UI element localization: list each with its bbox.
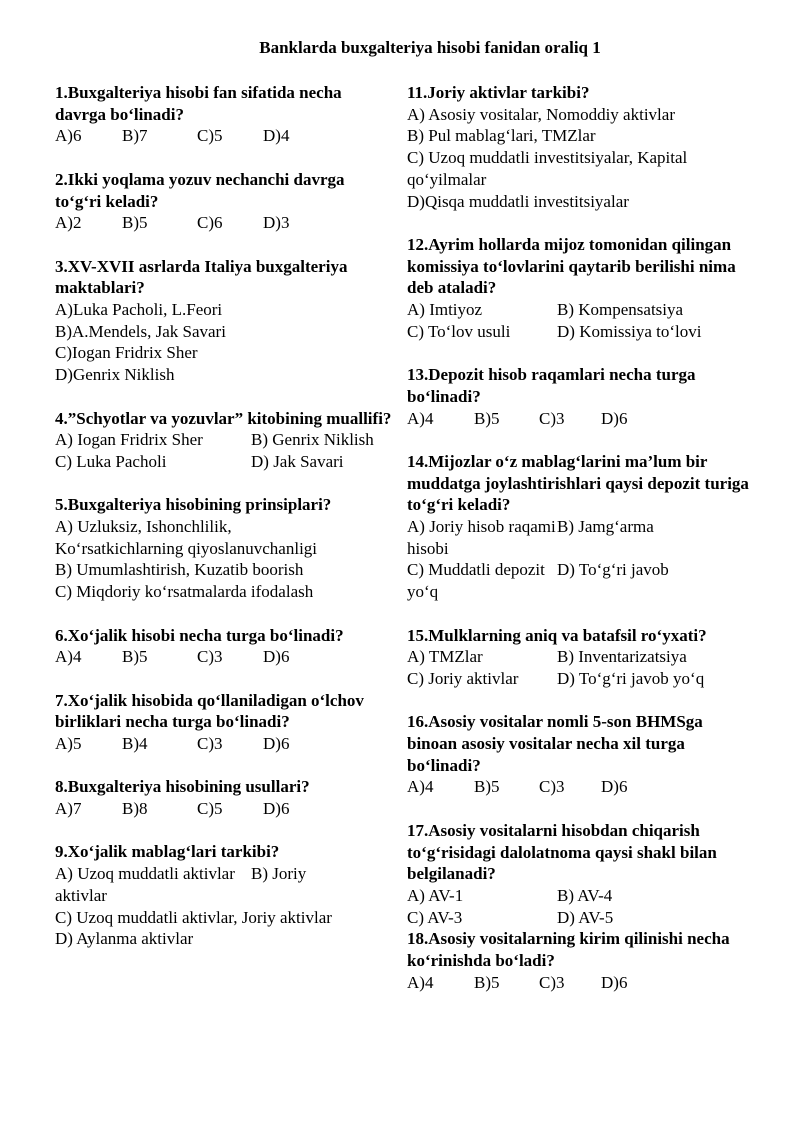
- answer-line: [407, 104, 757, 126]
- answer-line: [407, 646, 757, 668]
- answer-option: D) Aylanma aktivlar: [55, 929, 194, 949]
- answer-option: A) AV-1: [407, 885, 464, 905]
- question-text: 5.Buxgalteriya hisobining prinsiplari?: [55, 495, 332, 515]
- answer-line: [407, 191, 757, 213]
- answer-line: [407, 321, 757, 343]
- answer-option: D)4: [263, 126, 290, 146]
- answer-option: D) To‘g‘ri javob: [557, 560, 669, 580]
- answer-line: [407, 972, 757, 994]
- question-block: [55, 776, 395, 819]
- answer-option: C) Joriy aktivlar: [407, 668, 519, 688]
- question-block: [407, 928, 757, 993]
- answer-option: C) Uzoq muddatli investitsiyalar, Kapital: [407, 148, 688, 168]
- answer-line: [407, 885, 757, 907]
- answer-option: A)2: [55, 213, 82, 233]
- answer-option: C)3: [539, 972, 565, 992]
- answer-option: B) Umumlashtirish, Kuzatib boorish: [55, 560, 304, 580]
- answer-option: C)5: [197, 799, 223, 819]
- answer-line: [407, 907, 757, 929]
- answer-option: B) Joriy: [251, 864, 307, 884]
- answer-option: C)3: [197, 647, 223, 667]
- answer-line: [55, 581, 395, 603]
- question-text: 1.Buxgalteriya hisobi fan sifatida necha davrga bo‘linadi?: [55, 83, 342, 124]
- question-text: 4.”Schyotlar va yozuvlar” kitobining muallifi?: [55, 408, 392, 428]
- question-block: [407, 364, 757, 429]
- answer-option: D) AV-5: [557, 907, 614, 927]
- answer-option: A)7: [55, 799, 82, 819]
- answer-line: [55, 364, 395, 386]
- answer-line: [55, 733, 395, 755]
- answer-option: B) Kompensatsiya: [557, 300, 684, 320]
- answer-option: B) Inventarizatsiya: [557, 647, 687, 667]
- answer-option: C) Muddatli depozit: [407, 560, 545, 580]
- question-text: 6.Xo‘jalik hisobi necha turga bo‘linadi?: [55, 625, 344, 645]
- answer-option: C) Miqdoriy ko‘rsatmalarda ifodalash: [55, 582, 314, 602]
- answer-option: D) To‘g‘ri javob yo‘q: [557, 668, 705, 688]
- answer-option: A)4: [407, 408, 434, 428]
- question-block: [55, 494, 395, 603]
- answer-option: A)5: [55, 734, 82, 753]
- question-block: [55, 625, 395, 668]
- question-text: 11.Joriy aktivlar tarkibi?: [407, 83, 590, 102]
- answer-option: A) Imtiyoz: [407, 300, 483, 320]
- question-text: 17.Asosiy vositalarni hisobdan chiqarish to‘g‘risidagi dalolatnoma qaysi shakl bilan belgilanadi?: [407, 820, 717, 884]
- answer-option: B)5: [122, 647, 148, 667]
- answer-option: C) To‘lov usuli: [407, 321, 511, 341]
- question-text: 7.Xo‘jalik hisobida qo‘llaniladigan o‘lchov birliklari necha turga bo‘linadi?: [55, 690, 364, 732]
- answer-line: [55, 299, 395, 321]
- answer-line: [55, 538, 395, 560]
- answer-option: C)3: [197, 734, 223, 753]
- question-block: [407, 82, 757, 212]
- answer-line: [407, 776, 757, 798]
- left-column: [55, 82, 395, 972]
- answer-option: A)Luka Pacholi, L.Feori: [55, 300, 223, 319]
- answer-option: B) Pul mablag‘lari, TMZlar: [407, 126, 596, 146]
- answer-line: [55, 321, 395, 343]
- answer-option: A) Iogan Fridrix Sher: [55, 430, 203, 450]
- answer-option: C)6: [197, 213, 223, 233]
- answer-option: C)5: [197, 126, 223, 146]
- answer-option: C) Uzoq muddatli aktivlar, Joriy aktivlar: [55, 907, 332, 927]
- question-block: [55, 841, 395, 950]
- question-text: 14.Mijozlar o‘z mablag‘larini ma’lum bir muddatga joylashtirishlari qaysi depozit turiga to‘g‘ri keladi?: [407, 451, 749, 515]
- answer-option: Ko‘rsatkichlarning qiyoslanuvchanligi: [55, 538, 318, 558]
- answer-option: B)5: [474, 777, 500, 797]
- answer-option: C) AV-3: [407, 907, 463, 927]
- answer-option: B)5: [474, 408, 500, 428]
- question-text: 12.Ayrim hollarda mijoz tomonidan qilingan komissiya to‘lovlarini qaytarib berilishi nima deb ataladi?: [407, 234, 736, 298]
- question-text: 2.Ikki yoqlama yozuv nechanchi davrga to‘g‘ri keladi?: [55, 169, 345, 211]
- question-block: [55, 169, 395, 234]
- answer-option: aktivlar: [55, 885, 107, 905]
- answer-option: D)Qisqa muddatli investitsiyalar: [407, 191, 629, 211]
- question-block: [55, 256, 395, 386]
- answer-option: A) TMZlar: [407, 647, 483, 667]
- answer-option: D)6: [263, 647, 290, 667]
- question-text: 9.Xo‘jalik mablag‘lari tarkibi?: [55, 842, 280, 862]
- answer-line: [55, 451, 395, 473]
- answer-line: [407, 169, 757, 191]
- answer-line: [55, 342, 395, 364]
- answer-option: C)3: [539, 777, 565, 797]
- answer-option: D)6: [263, 734, 290, 753]
- answer-option: B) Genrix Niklish: [251, 430, 374, 450]
- question-text: 16.Asosiy vositalar nomli 5-son BHMSga binoan asosiy vositalar necha xil turga bo‘linadi?: [407, 712, 703, 775]
- answer-option: A) Uzoq muddatli aktivlar: [55, 864, 235, 884]
- right-column: [407, 82, 757, 1015]
- answer-option: A) Joriy hisob raqami: [407, 517, 556, 537]
- question-block: [55, 82, 395, 147]
- answer-line: [55, 212, 395, 234]
- answer-option: D)6: [601, 972, 628, 992]
- answer-option: hisobi: [407, 538, 449, 558]
- answer-line: [55, 885, 395, 907]
- answer-line: [407, 299, 757, 321]
- answer-line: [407, 581, 757, 603]
- answer-line: [55, 516, 395, 538]
- answer-option: A) Uzluksiz, Ishonchlilik,: [55, 517, 232, 536]
- answer-line: [55, 646, 395, 668]
- answer-option: qo‘yilmalar: [407, 169, 487, 189]
- answer-line: [407, 516, 757, 538]
- question-text: 8.Buxgalteriya hisobining usullari?: [55, 777, 310, 797]
- answer-option: D) Komissiya to‘lovi: [557, 321, 702, 341]
- question-block: [407, 711, 757, 798]
- answer-line: [55, 559, 395, 581]
- answer-line: [55, 928, 395, 950]
- answer-option: yo‘q: [407, 582, 439, 602]
- answer-option: D)6: [601, 408, 628, 428]
- answer-line: [407, 147, 757, 169]
- answer-option: C) Luka Pacholi: [55, 451, 167, 471]
- answer-line: [55, 125, 395, 147]
- answer-option: B)5: [122, 213, 148, 233]
- question-block: [407, 625, 757, 690]
- answer-option: C)Iogan Fridrix Sher: [55, 343, 198, 363]
- question-text: 15.Mulklarning aniq va batafsil ro‘yxati?: [407, 625, 707, 645]
- answer-line: [55, 863, 395, 885]
- answer-line: [407, 559, 757, 581]
- answer-line: [407, 125, 757, 147]
- answer-option: D)6: [601, 777, 628, 797]
- answer-option: B)5: [474, 972, 500, 992]
- answer-option: A) Asosiy vositalar, Nomoddiy aktivlar: [407, 104, 675, 124]
- answer-option: D)3: [263, 213, 290, 233]
- answer-option: B)8: [122, 799, 148, 819]
- question-text: 13.Depozit hisob raqamlari necha turga bo‘linadi?: [407, 365, 696, 406]
- question-text: 3.XV-XVII asrlarda Italiya buxgalteriya maktablari?: [55, 256, 348, 298]
- answer-option: B) Jamg‘arma: [557, 517, 654, 537]
- answer-option: B)7: [122, 126, 148, 146]
- answer-option: A)4: [407, 972, 434, 992]
- answer-option: C)3: [539, 408, 565, 428]
- answer-option: A)4: [55, 647, 82, 667]
- question-block: [407, 820, 757, 929]
- answer-option: D)Genrix Niklish: [55, 365, 175, 385]
- answer-option: A)4: [407, 777, 434, 797]
- answer-option: B) AV-4: [557, 885, 613, 905]
- answer-option: B)4: [122, 734, 148, 753]
- answer-option: D) Jak Savari: [251, 451, 344, 471]
- question-text: 18.Asosiy vositalarning kirim qilinishi necha ko‘rinishda bo‘ladi?: [407, 929, 730, 971]
- answer-line: [55, 907, 395, 929]
- question-block: [55, 690, 395, 755]
- question-block: [407, 451, 757, 603]
- answer-line: [407, 408, 757, 430]
- answer-line: [407, 668, 757, 690]
- page-title: Banklarda buxgalteriya hisobi fanidan oraliq 1: [259, 38, 601, 57]
- question-block: [407, 234, 757, 343]
- answer-line: [55, 798, 395, 820]
- question-block: [55, 408, 395, 473]
- answer-line: [55, 429, 395, 451]
- answer-option: B)A.Mendels, Jak Savari: [55, 321, 226, 341]
- answer-option: D)6: [263, 799, 290, 819]
- answer-line: [407, 538, 757, 560]
- answer-option: A)6: [55, 126, 82, 146]
